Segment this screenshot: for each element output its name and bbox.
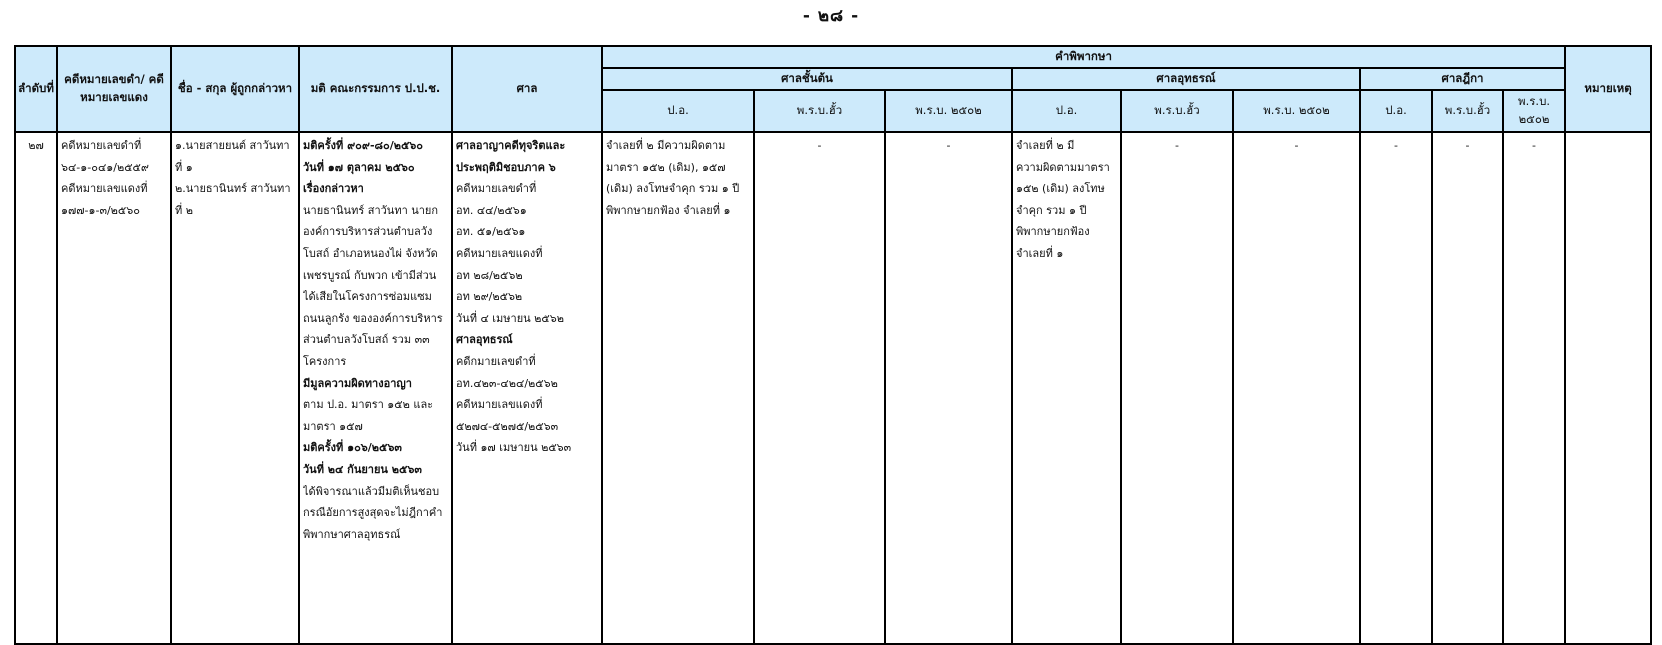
cell-accused <box>171 132 299 644</box>
cell-supreme-collusion-act: - <box>1432 132 1503 644</box>
header-supreme-act-2502: พ.ร.บ. ๒๕๐๒ <box>1503 90 1565 132</box>
case-no-line: ๑๗๗-๑-๓/๒๕๖๐ <box>61 203 140 217</box>
cell-court <box>452 132 602 644</box>
header-court-supreme: ศาลฎีกา <box>1360 68 1565 90</box>
appeal-penal-line: ๑๕๒ (เดิม) ลงโทษ <box>1016 182 1105 196</box>
accused-line: ที่ ๒ <box>175 203 193 217</box>
header-supreme-collusion-act: พ.ร.บ.ฮั้ว <box>1432 90 1503 132</box>
header-case-no: คดีหมายเลขดำ/ คดีหมายเลขแดง <box>57 46 171 132</box>
resolution-line: มาตรา ๑๕๗ <box>303 419 363 433</box>
header-accused: ชื่อ - สกุล ผู้ถูกกล่าวหา <box>171 46 299 132</box>
cell-case-no <box>57 132 171 644</box>
resolution-line: ถนนลูกรัง ขององค์การบริหาร <box>303 311 443 325</box>
header-court-appeal: ศาลอุทธรณ์ <box>1012 68 1360 90</box>
header-no: ลำดับที่ <box>15 46 57 132</box>
court-line: อท.๔๒๓-๔๒๔/๒๕๖๒ <box>456 376 558 390</box>
court-line: คดีกมายเลขดำที่ <box>456 354 536 368</box>
appeal-penal-line: จำเลยที่ ๒ มี <box>1016 139 1075 152</box>
court-line: ศาลอุทธรณ์ <box>456 333 513 347</box>
case-no-line: คดีหมายเลขดำที่ <box>61 139 142 152</box>
resolution-line: พิพากษาศาลอุทธรณ์ <box>303 527 401 541</box>
header-supreme-penal-code: ป.อ. <box>1360 90 1432 132</box>
case-no-line: คดีหมายเลขแดงที่ <box>61 182 148 196</box>
resolution-line: องค์การบริหารส่วนตำบลวัง <box>303 225 433 239</box>
court-line: อท ๒๙/๒๕๖๒ <box>456 290 523 304</box>
cell-first-penal-code <box>602 132 754 644</box>
resolution-line: มีมูลความผิดทางอาญา <box>303 376 412 390</box>
appeal-penal-line: ความผิดตามมาตรา <box>1016 160 1110 174</box>
court-line: ๕๒๗๔-๕๒๗๕/๒๕๖๓ <box>456 419 559 433</box>
header-appeal-collusion-act: พ.ร.บ.ฮั้ว <box>1121 90 1233 132</box>
appeal-penal-line: จำคุก รวม ๑ ปี <box>1016 203 1087 217</box>
court-line: อท. ๔๔/๒๕๖๑ <box>456 203 527 217</box>
court-line: อท. ๕๑/๒๕๖๑ <box>456 225 526 239</box>
resolution-line: กรณีอัยการสูงสุดจะไม่ฎีกาคำ <box>303 506 443 520</box>
header-appeal-penal-code: ป.อ. <box>1012 90 1121 132</box>
header-resolution: มติ คณะกรรมการ ป.ป.ช. <box>299 46 452 132</box>
resolution-line: โครงการ <box>303 354 347 368</box>
resolution-line: โบสถ์ อำเภอหนองไผ่ จังหวัด <box>303 246 438 260</box>
court-line: คดีหมายเลขแดงที่ <box>456 246 543 260</box>
cell-no: ๒๗ <box>15 132 57 644</box>
accused-line: ๑.นายสายยนต์ สาวันทา <box>175 139 290 152</box>
table-row <box>15 132 1651 644</box>
cell-appeal-penal-code <box>1012 132 1121 644</box>
case-no-line: ๖๔-๑-๐๔๑/๒๕๕๙ <box>61 160 149 174</box>
resolution-line: วันที่ ๑๗ ตุลาคม ๒๕๖๐ <box>303 160 415 174</box>
header-first-collusion-act: พ.ร.บ.ฮั้ว <box>754 90 885 132</box>
resolution-line: นายธานินทร์ สาวันทา นายก <box>303 203 439 217</box>
header-court-first: ศาลชั้นต้น <box>602 68 1012 90</box>
case-table <box>14 45 1652 645</box>
first-penal-line: (เดิม) ลงโทษจำคุก รวม ๑ ปี <box>606 182 740 196</box>
page-number: - ๒๘ - <box>802 6 860 26</box>
cell-remarks <box>1565 132 1651 644</box>
court-line: คดีหมายเลขดำที่ <box>456 182 537 196</box>
resolution-line: ส่วนตำบลวังโบสถ์ รวม ๓๓ <box>303 333 430 347</box>
first-penal-line: จำเลยที่ ๒ มีความผิดตาม <box>606 139 726 152</box>
cell-supreme-act-2502: - <box>1503 132 1565 644</box>
cell-first-act-2502: - <box>885 132 1012 644</box>
appeal-penal-line: จำเลยที่ ๑ <box>1016 246 1064 260</box>
cell-appeal-act-2502: - <box>1233 132 1360 644</box>
header-court: ศาล <box>452 46 602 132</box>
court-line: อท ๒๘/๒๕๖๒ <box>456 268 523 282</box>
resolution-line: มติครั้งที่ ๙๐๙-๘๐/๒๕๖๐ <box>303 139 423 152</box>
cell-supreme-penal-code: - <box>1360 132 1432 644</box>
court-line: วันที่ ๑๗ เมษายน ๒๕๖๓ <box>456 441 572 455</box>
resolution-line: วันที่ ๒๔ กันยายน ๒๕๖๓ <box>303 462 422 476</box>
header-first-penal-code: ป.อ. <box>602 90 754 132</box>
cell-appeal-collusion-act: - <box>1121 132 1233 644</box>
appeal-penal-line: พิพากษายกฟ้อง <box>1016 225 1090 239</box>
resolution-line: มติครั้งที่ ๑๐๖/๒๕๖๓ <box>303 441 402 455</box>
first-penal-line: พิพากษายกฟ้อง จำเลยที่ ๑ <box>606 203 731 217</box>
resolution-line: ตาม ป.อ. มาตรา ๑๕๒ และ <box>303 398 434 412</box>
cell-resolution <box>299 132 452 644</box>
header-first-act-2502: พ.ร.บ. ๒๕๐๒ <box>885 90 1012 132</box>
resolution-line: ได้พิจารณาแล้วมีมติเห็นชอบ <box>303 484 440 498</box>
accused-line: ที่ ๑ <box>175 160 193 174</box>
cell-first-collusion-act: - <box>754 132 885 644</box>
resolution-line: เรื่องกล่าวหา <box>303 182 364 196</box>
court-line: วันที่ ๔ เมษายน ๒๕๖๒ <box>456 311 564 325</box>
resolution-line: เพชรบูรณ์ กับพวก เข้ามีส่วน <box>303 268 437 282</box>
court-line: ศาลอาญาคดีทุจริตและ <box>456 139 566 152</box>
header-judgment: คำพิพากษา <box>602 46 1565 68</box>
court-line: คดีหมายเลขแดงที่ <box>456 398 543 412</box>
court-line: ประพฤติมิชอบภาค ๖ <box>456 160 556 174</box>
header-appeal-act-2502: พ.ร.บ. ๒๕๐๒ <box>1233 90 1360 132</box>
resolution-line: ได้เสียในโครงการซ่อมแซม <box>303 290 432 304</box>
header-remarks: หมายเหตุ <box>1565 46 1651 132</box>
first-penal-line: มาตรา ๑๕๒ (เดิม), ๑๕๗ <box>606 160 726 174</box>
accused-line: ๒.นายธานินทร์ สาวันทา <box>175 182 291 196</box>
